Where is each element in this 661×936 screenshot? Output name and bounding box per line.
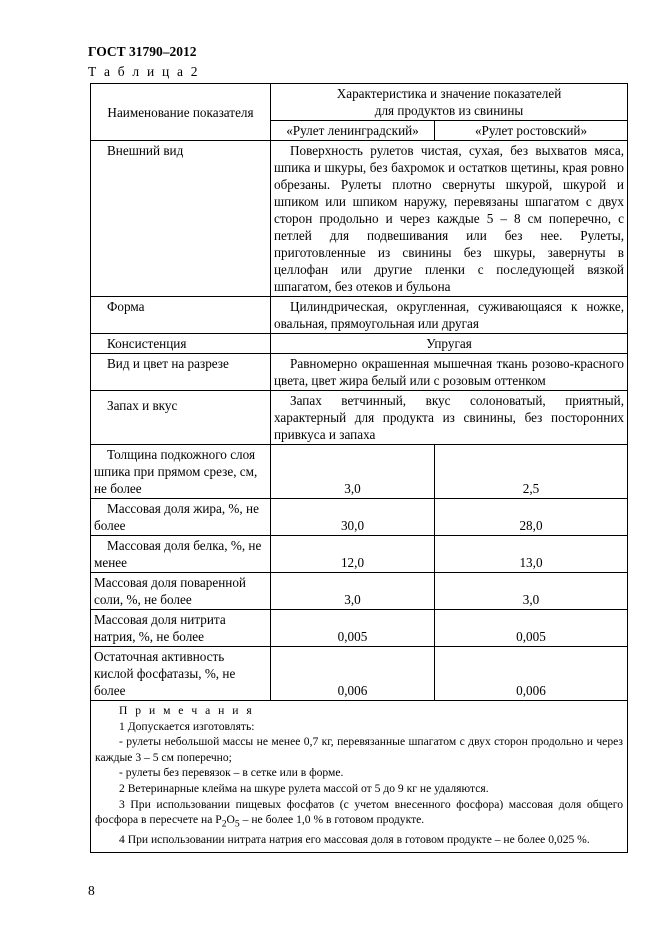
page-number: 8	[88, 883, 95, 898]
table-header-row	[91, 84, 628, 121]
col-group-line-2: для продуктов из свинины	[374, 103, 524, 118]
row-value-1: 3,0	[271, 573, 435, 610]
row-value-1: 12,0	[271, 536, 435, 573]
row-value-1: 30,0	[271, 499, 435, 536]
row-name: Консистенция	[91, 334, 271, 354]
col-group-header	[271, 84, 628, 121]
table-label: Т а б л и ц а 2	[88, 64, 200, 79]
row-name: Массовая доля жира, %, не более	[91, 499, 271, 536]
table-row	[91, 445, 628, 499]
row-value: Поверхность рулетов чистая, сухая, без выхватов мяса, шпика и шкуры, без бахромок и остатков щетины, края ровно обрезаны. Рулеты плотно свернуты шкурой, шкурой и шпиком или шпиком наружу, перевязаны шпагатом с двух сторон продольно и через каждые 5 – 8 см поперечно, с петлей для подвешивания или без нее. Рулеты, приготовленные из свинины без шкуры, завернуты в целлофан или другие пленки с последующей вязкой шпагатом, без отеков и бульона	[271, 141, 628, 297]
table-row	[91, 297, 628, 334]
row-name: Форма	[91, 297, 271, 334]
note-3-text-end: – не более 1,0 % в готовом продукте.	[239, 813, 425, 827]
sub-col-1-header: «Рулет ленинградский»	[271, 121, 435, 141]
note-3-text: 3 При использовании пищевых фосфатов (с учетом внесенного фосфора) массовая доля общего фосфора в пересчете на P	[95, 797, 623, 827]
table-row	[91, 536, 628, 573]
table-row	[91, 573, 628, 610]
note-3-subscript-1: 2	[221, 818, 227, 830]
note-2: 2 Ветеринарные клейма на шкуре рулета массой от 5 до 9 кг не удаляются.	[119, 781, 489, 795]
row-value-1: 3,0	[271, 445, 435, 499]
note-1b: - рулеты без перевязок – в сетке или в форме.	[119, 766, 344, 780]
row-name: Толщина подкожного слоя шпика при прямом срезе, см, не более	[91, 445, 271, 499]
table-row	[91, 647, 628, 701]
row-name: Вид и цвет на разрезе	[91, 354, 271, 391]
note-1a: - рулеты небольшой массы не менее 0,7 кг, перевязанные шпагатом с двух сторон продольно и через каждые 3 – 5 см поперечно;	[95, 735, 623, 764]
row-name: Массовая доля белка, %, не менее	[91, 536, 271, 573]
row-value-2: 3,0	[435, 573, 628, 610]
row-value-2: 28,0	[435, 499, 628, 536]
notes-cell	[91, 701, 628, 853]
indicators-table	[90, 83, 628, 853]
table-row	[91, 499, 628, 536]
table-row	[91, 141, 628, 297]
row-value: Упругая	[271, 334, 628, 354]
row-value-1: 0,005	[271, 610, 435, 647]
row-name: Запах и вкус	[91, 391, 271, 445]
table-row	[91, 391, 628, 445]
table-row	[91, 354, 628, 391]
row-value: Равномерно окрашенная мышечная ткань розово-красного цвета, цвет жира белый или с розовым оттенком	[271, 354, 628, 391]
row-value-2: 2,5	[435, 445, 628, 499]
col-name-header: Наименование показателя	[91, 84, 271, 141]
document-code: ГОСТ 31790–2012	[88, 44, 197, 59]
note-3-text-o: O	[226, 813, 235, 827]
notes-title: П р и м е ч а н и я	[119, 704, 255, 717]
note-3-subscript-2: 5	[234, 818, 240, 830]
col-group-line-1: Характеристика и значение показателей	[336, 86, 562, 101]
note-3	[95, 797, 623, 833]
table-row	[91, 334, 628, 354]
note-4: 4 При использовании нитрата натрия его массовая доля в готовом продукте – не более 0,025 %.	[119, 833, 590, 847]
row-value: Цилиндрическая, округленная, суживающаяся к ножке, овальная, прямоугольная или другая	[271, 297, 628, 334]
table-row	[91, 610, 628, 647]
row-name: Массовая доля поваренной соли, %, не более	[91, 573, 271, 610]
row-value-2: 0,005	[435, 610, 628, 647]
row-value-1: 0,006	[271, 647, 435, 701]
row-name: Остаточная активность кислой фосфатазы, %, не более	[91, 647, 271, 701]
row-name: Внешний вид	[91, 141, 271, 297]
note-1: 1 Допускается изготовлять:	[119, 719, 255, 733]
row-value-2: 13,0	[435, 536, 628, 573]
row-name: Массовая доля нитрита натрия, %, не более	[91, 610, 271, 647]
row-value: Запах ветчинный, вкус солоноватый, приятный, характерный для продукта из свинины, без посторонних привкуса и запаха	[271, 391, 628, 445]
row-value-2: 0,006	[435, 647, 628, 701]
sub-col-2-header: «Рулет ростовский»	[435, 121, 628, 141]
notes-row	[91, 701, 628, 853]
